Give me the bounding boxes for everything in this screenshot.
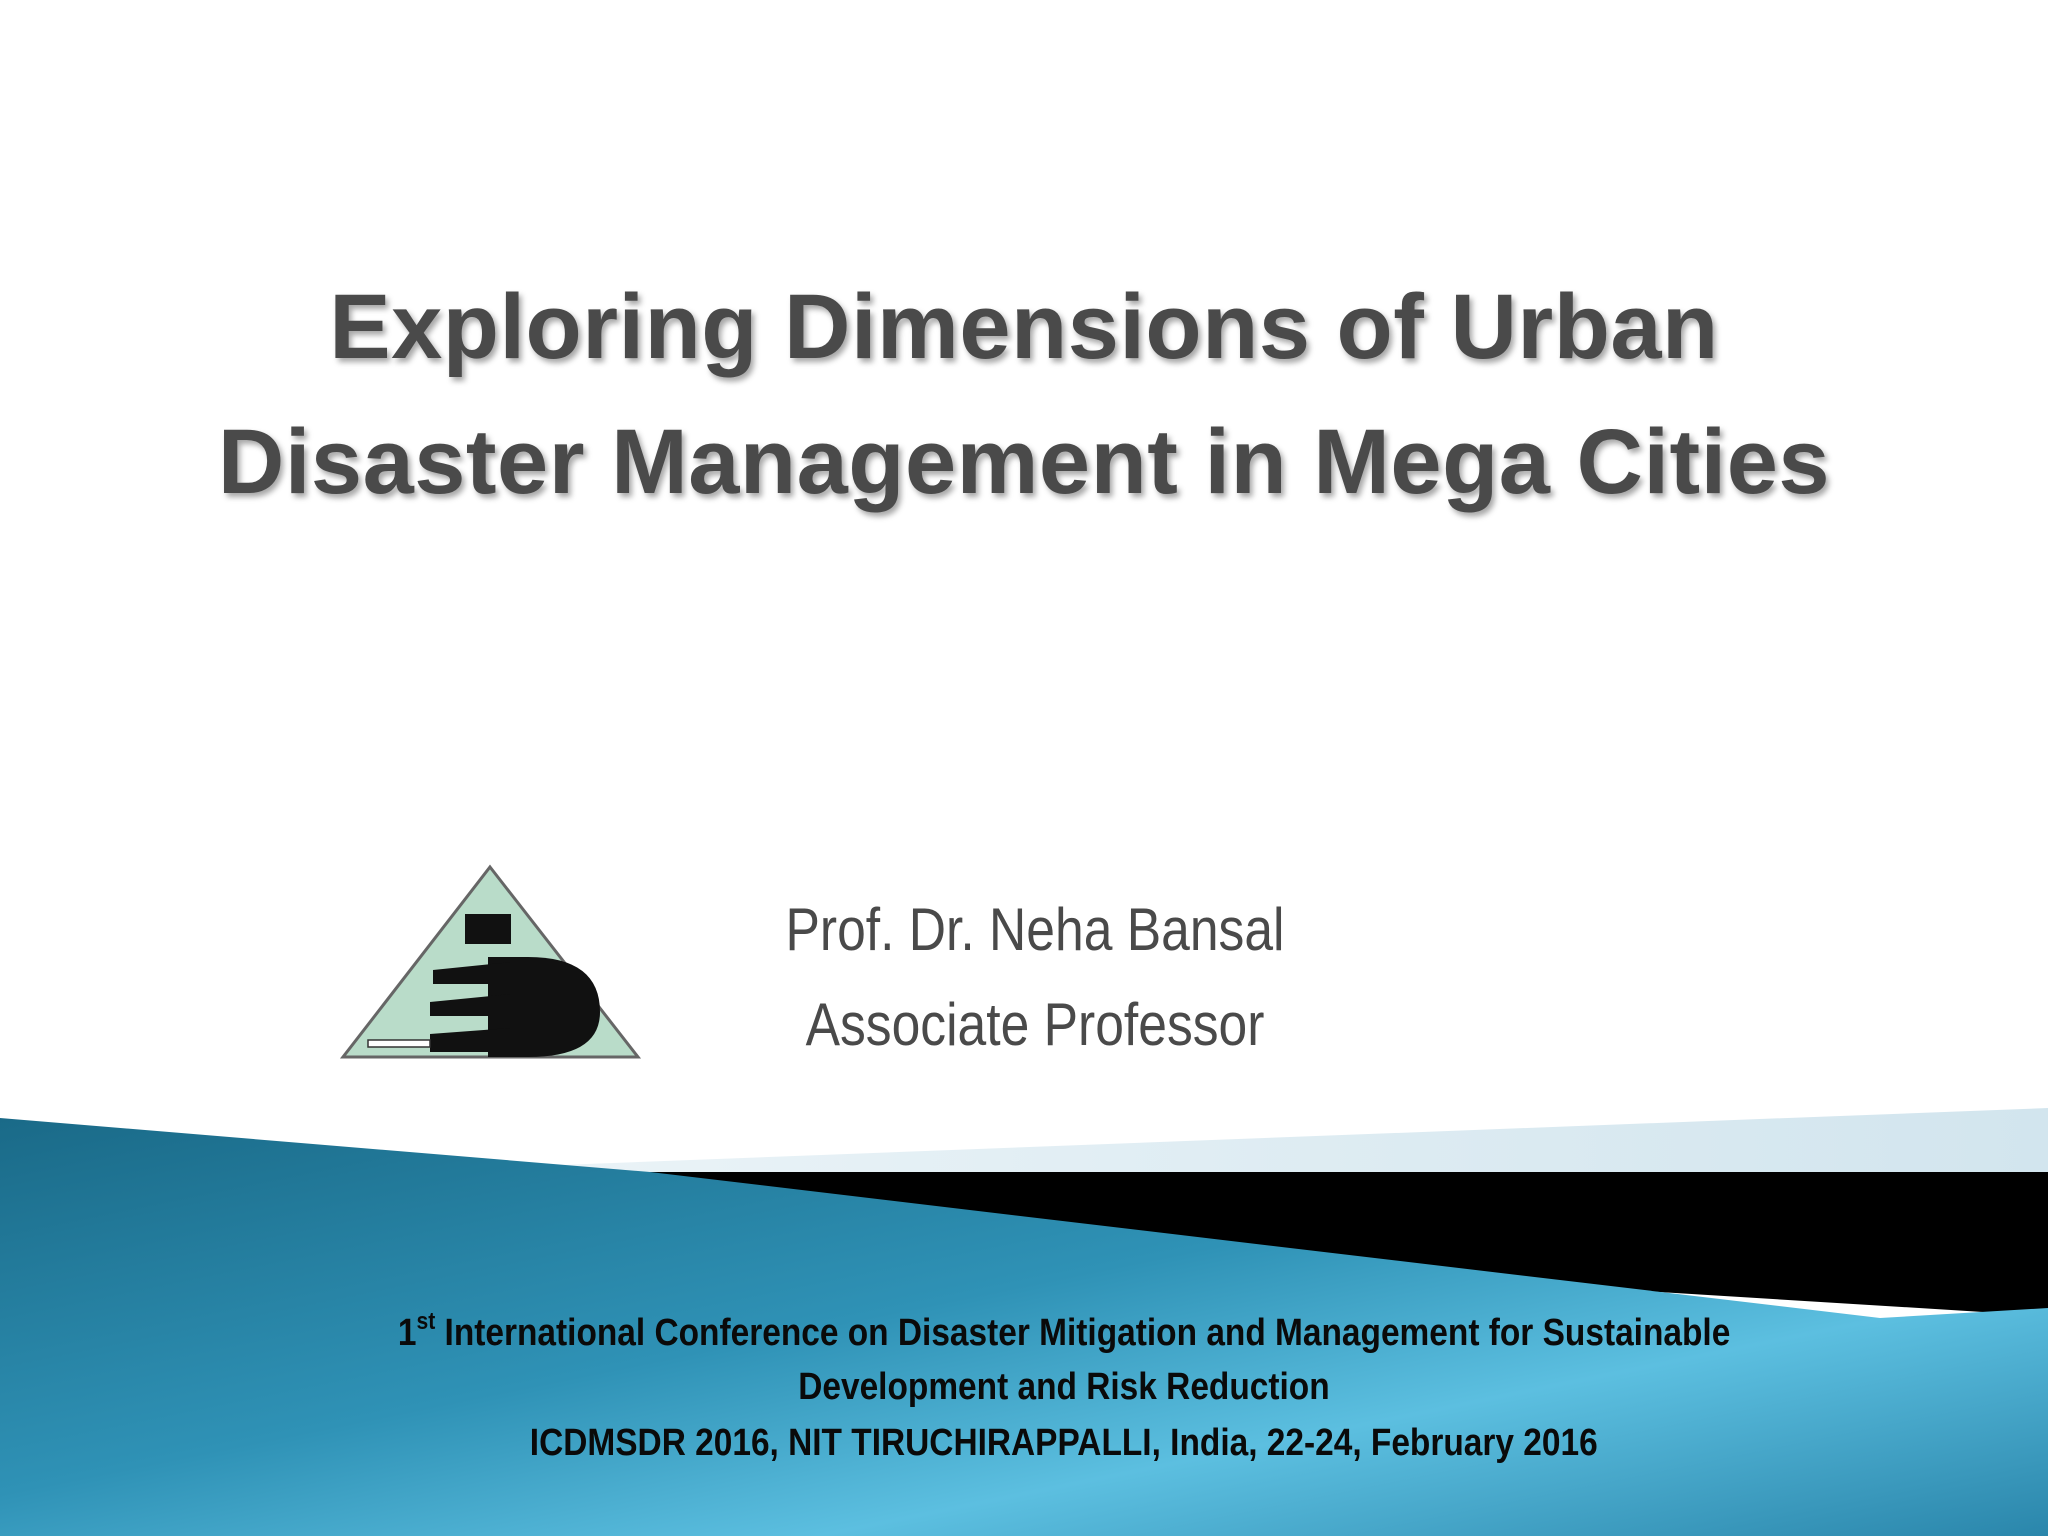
author-role: Associate Professor — [805, 991, 1265, 1058]
conference-line-3 — [40, 1422, 2048, 1465]
triangle-d-logo-icon — [338, 862, 643, 1062]
author-name: Prof. Dr. Neha Bansal — [785, 896, 1285, 963]
conference-line-1 — [40, 1308, 2048, 1355]
conference-ordinal-number: 1 — [397, 1312, 417, 1354]
conference-venue-date: ICDMSDR 2016, NIT TIRUCHIRAPPALLI, India, 22-24, February 2016 — [530, 1422, 1598, 1464]
slide-title-line-1: Exploring Dimensions of Urban — [329, 276, 1719, 378]
conference-ordinal-suffix: st — [416, 1308, 436, 1335]
conference-name-part-2: Development and Risk Reduction — [798, 1366, 1330, 1408]
slide-title-line-2: Disaster Management in Mega Cities — [217, 411, 1831, 513]
conference-line-2 — [40, 1366, 2048, 1409]
pale-stripe — [560, 1108, 2048, 1180]
conference-name-part-1: International Conference on Disaster Mitigation and Management for Sustainable — [435, 1312, 1731, 1354]
